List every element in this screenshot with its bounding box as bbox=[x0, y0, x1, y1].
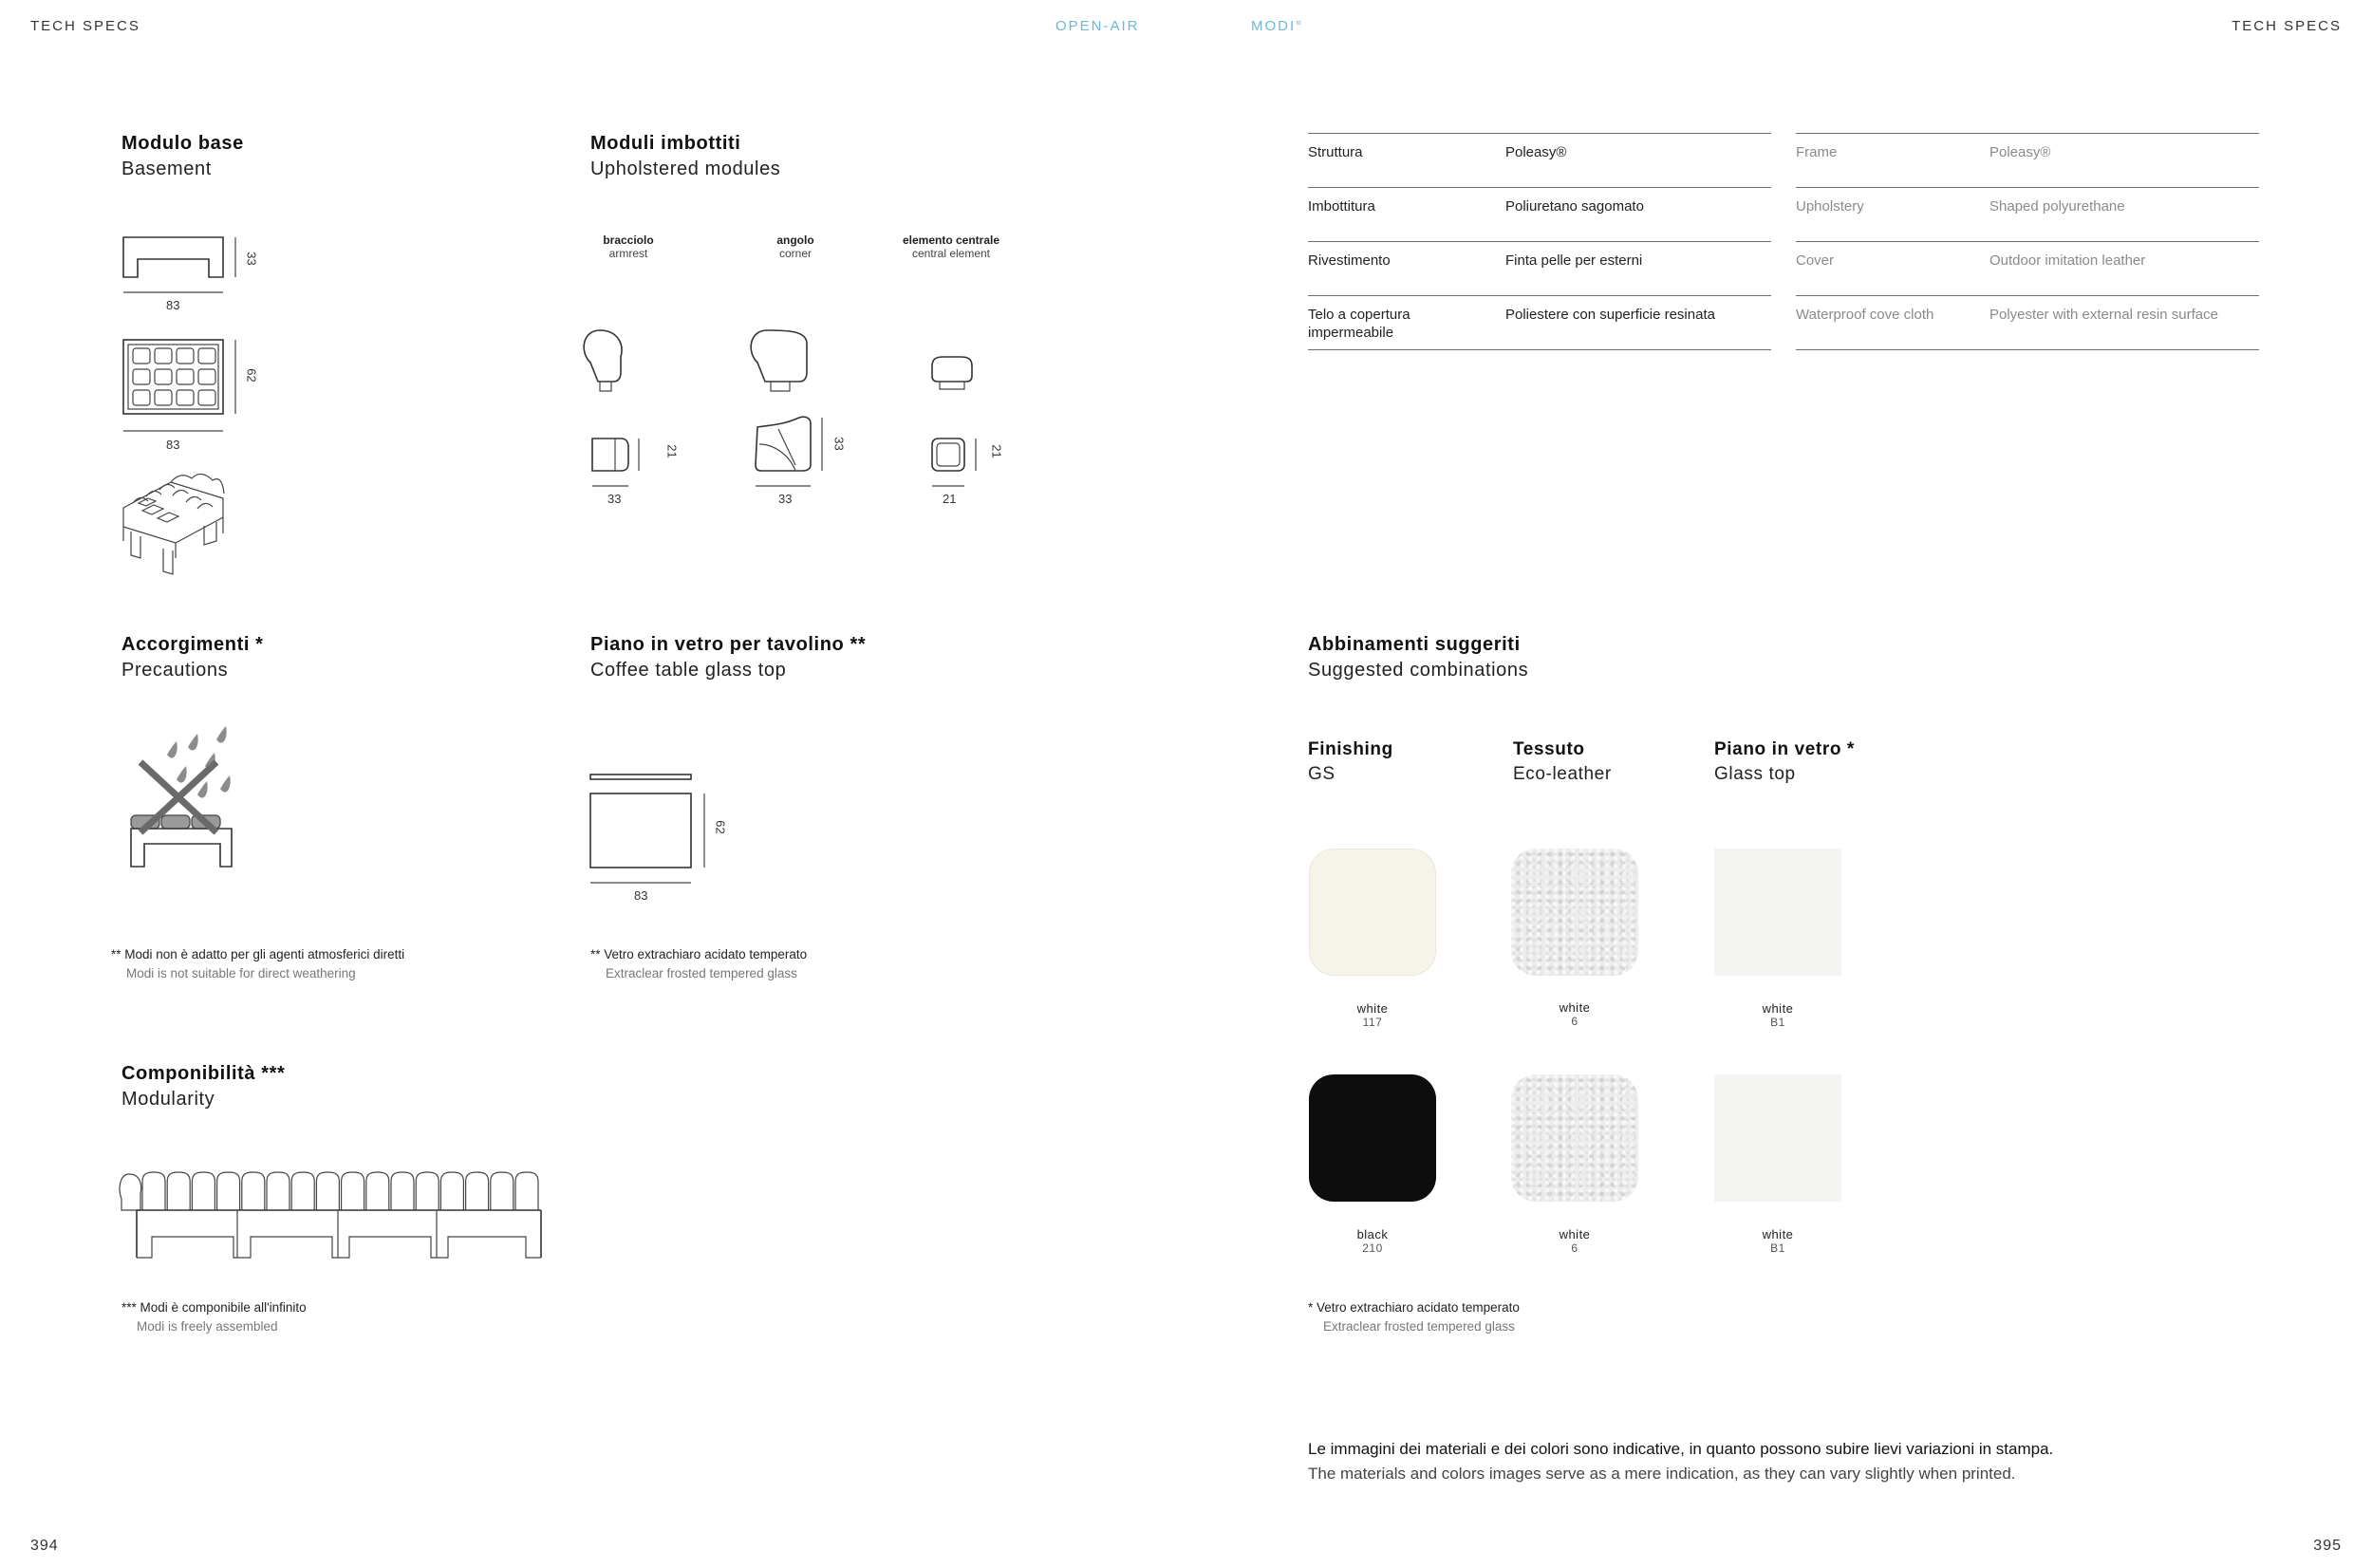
spec-value: Poleasy® bbox=[1505, 144, 1567, 160]
spec-label: Rivestimento bbox=[1308, 252, 1391, 269]
modularity-note bbox=[121, 1300, 307, 1334]
swatch-caption bbox=[1309, 1227, 1436, 1255]
header-left-label: TECH SPECS bbox=[30, 18, 140, 34]
swatch-glass[interactable] bbox=[1714, 849, 1841, 976]
armrest-width: 33 bbox=[607, 492, 622, 506]
swatch-name: white bbox=[1762, 1227, 1794, 1241]
basement-front-height: 33 bbox=[244, 252, 259, 266]
spec-row bbox=[1308, 133, 1771, 187]
page-number-right: 395 bbox=[2313, 1538, 2342, 1554]
spec-row bbox=[1308, 241, 1771, 295]
spec-value: Poleasy® bbox=[1989, 144, 2051, 160]
module-armrest-label bbox=[571, 233, 685, 260]
disclaimer-en: The materials and colors images serve as a mere indication, as they can vary slightly when printed. bbox=[1308, 1465, 2016, 1483]
spec-value: Poliestere con superficie resinata bbox=[1505, 307, 1715, 323]
precautions-note bbox=[111, 947, 404, 980]
swatch-code: 210 bbox=[1362, 1241, 1383, 1255]
glass-top-note-en: Extraclear frosted tempered glass bbox=[606, 966, 797, 980]
glass-top-width: 83 bbox=[634, 888, 648, 903]
swatch-finishing[interactable] bbox=[1309, 1074, 1436, 1202]
spec-row bbox=[1796, 295, 2259, 350]
corner-side-view bbox=[751, 330, 807, 391]
basement-perspective-view bbox=[123, 474, 224, 574]
precautions-title-en: Precautions bbox=[121, 660, 229, 681]
modularity-seat bbox=[466, 1172, 489, 1210]
disclaimer-it: Le immagini dei materiali e dei colori sono indicative, in quanto possono subire lievi variazioni in stampa. bbox=[1308, 1440, 2054, 1458]
precautions-note-it: ** Modi non è adatto per gli agenti atmosferici diretti bbox=[111, 947, 405, 961]
spec-value: Polyester with external resin surface bbox=[1989, 307, 2218, 323]
spec-label: Upholstery bbox=[1796, 198, 1864, 215]
basement-drawings bbox=[114, 228, 275, 588]
spec-row bbox=[1796, 133, 2259, 187]
combinations-heading bbox=[1308, 634, 1528, 681]
upholstered-drawings bbox=[579, 323, 1025, 494]
swatch-name: white bbox=[1762, 1001, 1794, 1016]
corner-width: 33 bbox=[778, 492, 793, 506]
spec-table-it bbox=[1308, 133, 1771, 350]
basement-title-it: Modulo base bbox=[121, 133, 244, 154]
module-central-name-it: elemento centrale bbox=[902, 233, 1000, 247]
glass-top-drawing bbox=[584, 767, 726, 890]
modularity-title-en: Modularity bbox=[121, 1089, 215, 1110]
no-rain-icon bbox=[121, 726, 245, 873]
spec-value: Poliuretano sagomato bbox=[1505, 198, 1644, 215]
central-side-view bbox=[932, 357, 972, 389]
swatch-caption bbox=[1309, 1001, 1436, 1029]
glass-top-height: 62 bbox=[713, 820, 728, 834]
swatch-code: 6 bbox=[1571, 1241, 1578, 1255]
corner-plan-view bbox=[756, 417, 822, 486]
spec-value: Outdoor imitation leather bbox=[1989, 252, 2146, 269]
spec-table-en bbox=[1796, 133, 2259, 350]
header-right-label: TECH SPECS bbox=[2232, 18, 2342, 34]
spec-label: Cover bbox=[1796, 252, 1835, 269]
spec-value: Finta pelle per esterni bbox=[1505, 252, 1643, 269]
col-glass-en: Glass top bbox=[1714, 764, 1796, 784]
col-glass-header bbox=[1714, 739, 1855, 785]
central-width: 21 bbox=[943, 492, 957, 506]
combinations-note-it: * Vetro extrachiaro acidato temperato bbox=[1308, 1300, 1520, 1315]
modularity-seat bbox=[167, 1172, 190, 1210]
glass-top-note bbox=[590, 947, 807, 980]
modularity-seat bbox=[291, 1172, 314, 1210]
spec-label: Struttura bbox=[1308, 144, 1363, 160]
spec-row bbox=[1308, 187, 1771, 241]
precautions-note-en: Modi is not suitable for direct weathering bbox=[126, 966, 356, 980]
spec-label: Frame bbox=[1796, 144, 1838, 160]
spec-label: Telo a copertura impermeabile bbox=[1308, 307, 1410, 341]
combinations-title-en: Suggested combinations bbox=[1308, 660, 1529, 681]
combinations-note-en: Extraclear frosted tempered glass bbox=[1323, 1319, 1515, 1334]
page-number-left: 394 bbox=[30, 1538, 59, 1554]
combinations-title-it: Abbinamenti suggeriti bbox=[1308, 634, 1521, 655]
basement-title-en: Basement bbox=[121, 159, 212, 179]
central-height: 21 bbox=[989, 444, 1004, 458]
modularity-drawing bbox=[116, 1163, 552, 1267]
glass-top-note-it: ** Vetro extrachiaro acidato temperato bbox=[590, 947, 808, 961]
swatch-caption bbox=[1511, 1227, 1638, 1255]
modularity-seat bbox=[192, 1172, 215, 1210]
armrest-side-view bbox=[584, 330, 622, 391]
modularity-note-en: Modi is freely assembled bbox=[137, 1319, 278, 1334]
modularity-heading bbox=[121, 1063, 285, 1111]
swatch-name: white bbox=[1356, 1001, 1389, 1016]
swatch-finishing[interactable] bbox=[1309, 849, 1436, 976]
glass-top-title-it: Piano in vetro per tavolino ** bbox=[590, 634, 867, 655]
spec-row bbox=[1796, 241, 2259, 295]
central-plan-view bbox=[932, 439, 976, 486]
basement-heading bbox=[121, 133, 244, 180]
modularity-seat bbox=[142, 1172, 165, 1210]
module-corner-name-it: angolo bbox=[776, 233, 814, 247]
spec-value: Shaped polyurethane bbox=[1989, 198, 2125, 215]
combinations-note bbox=[1308, 1300, 1520, 1334]
swatch-name: white bbox=[1559, 1227, 1591, 1241]
spec-label: Waterproof cove cloth bbox=[1796, 307, 1934, 323]
module-central-label bbox=[885, 233, 1018, 260]
disclaimer bbox=[1308, 1440, 2053, 1484]
modularity-seat bbox=[366, 1172, 389, 1210]
basement-plan-width: 83 bbox=[166, 438, 180, 452]
col-fabric-it: Tessuto bbox=[1513, 739, 1585, 759]
module-armrest-name-en: armrest bbox=[608, 247, 648, 260]
col-fabric-header bbox=[1513, 739, 1612, 785]
spec-label: Imbottitura bbox=[1308, 198, 1375, 215]
basement-plan-height: 62 bbox=[244, 368, 259, 383]
modularity-seat bbox=[491, 1172, 514, 1210]
precautions-heading bbox=[121, 634, 264, 681]
swatch-name: white bbox=[1559, 1000, 1591, 1015]
col-fabric-en: Eco-leather bbox=[1513, 764, 1612, 784]
header-section-link[interactable]: OPEN-AIR bbox=[1055, 18, 1140, 34]
upholstered-title-en: Upholstered modules bbox=[590, 159, 781, 179]
swatch-caption bbox=[1714, 1227, 1841, 1255]
modularity-seat bbox=[316, 1172, 339, 1210]
module-corner-name-en: corner bbox=[778, 247, 812, 260]
swatch-code: B1 bbox=[1770, 1016, 1785, 1029]
modularity-seat bbox=[391, 1172, 414, 1210]
swatch-code: 6 bbox=[1571, 1015, 1578, 1028]
basement-plan-view bbox=[123, 340, 235, 431]
spec-row bbox=[1796, 187, 2259, 241]
col-finishing-en: GS bbox=[1308, 764, 1335, 784]
basement-front-view bbox=[123, 237, 235, 292]
swatch-name: black bbox=[1356, 1227, 1389, 1241]
col-finishing-header bbox=[1308, 739, 1393, 785]
upholstered-title-it: Moduli imbottiti bbox=[590, 133, 741, 154]
swatch-eco-leather[interactable] bbox=[1511, 849, 1638, 976]
armrest-plan-view bbox=[592, 439, 639, 486]
spec-row bbox=[1308, 295, 1771, 350]
modularity-note-it: *** Modi è componibile all'infinito bbox=[121, 1300, 307, 1315]
modularity-seat bbox=[440, 1172, 463, 1210]
precautions-title-it: Accorgimenti * bbox=[121, 634, 264, 655]
module-corner-label bbox=[738, 233, 852, 260]
modularity-seat bbox=[242, 1172, 265, 1210]
upholstered-heading bbox=[590, 133, 780, 180]
swatch-eco-leather[interactable] bbox=[1511, 1074, 1638, 1202]
corner-height: 33 bbox=[831, 437, 847, 451]
swatch-glass[interactable] bbox=[1714, 1074, 1841, 1202]
swatch-code: B1 bbox=[1770, 1241, 1785, 1255]
col-finishing-it: Finishing bbox=[1308, 739, 1393, 759]
module-armrest-name-it: bracciolo bbox=[603, 233, 654, 247]
modularity-seat bbox=[416, 1172, 439, 1210]
modularity-seat bbox=[515, 1172, 538, 1210]
module-central-name-en: central element bbox=[911, 247, 991, 260]
modularity-seat bbox=[342, 1172, 364, 1210]
swatch-caption bbox=[1511, 1000, 1638, 1028]
glass-top-heading bbox=[590, 634, 866, 681]
swatch-caption bbox=[1714, 1001, 1841, 1029]
modularity-seat bbox=[217, 1172, 240, 1210]
modularity-title-it: Componibilità *** bbox=[121, 1063, 286, 1084]
swatch-code: 117 bbox=[1362, 1016, 1383, 1029]
armrest-height: 21 bbox=[664, 444, 680, 458]
modularity-seat bbox=[267, 1172, 289, 1210]
glass-top-title-en: Coffee table glass top bbox=[590, 660, 787, 681]
basement-front-width: 83 bbox=[166, 298, 180, 312]
header-product-link[interactable]: MODI° bbox=[1251, 18, 1304, 34]
col-glass-it: Piano in vetro * bbox=[1714, 739, 1855, 759]
